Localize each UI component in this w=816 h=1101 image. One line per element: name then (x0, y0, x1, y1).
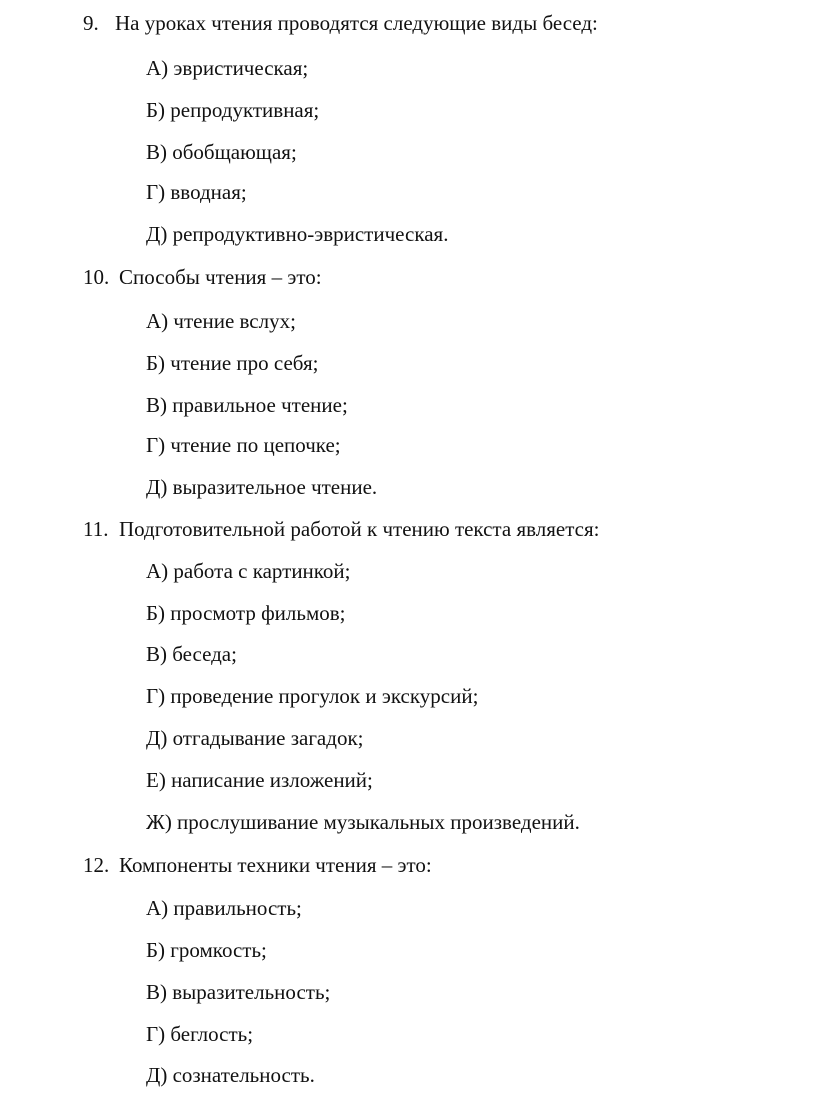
answer-option: В) беседа; (146, 642, 237, 666)
question-12 (83, 852, 432, 878)
answer-option: А) чтение вслух; (146, 309, 296, 333)
answer-option: Ж) прослушивание музыкальных произведений. (146, 810, 580, 834)
question-text: Компоненты техники чтения – это: (119, 853, 432, 877)
answer-option: Д) сознательность. (146, 1063, 315, 1087)
answer-option: Г) беглость; (146, 1022, 254, 1046)
answer-option: В) правильное чтение; (146, 393, 348, 417)
question-11 (83, 516, 599, 542)
question-text: На уроках чтения проводятся следующие виды бесед: (115, 11, 598, 35)
question-text: Подготовительной работой к чтению текста является: (119, 517, 600, 541)
answer-option: Б) репродуктивная; (146, 98, 320, 122)
answer-option: Б) чтение про себя; (146, 351, 319, 375)
answer-option: Б) громкость; (146, 938, 267, 962)
answer-option: В) выразительность; (146, 980, 331, 1004)
question-text: Способы чтения – это: (119, 265, 322, 289)
question-10 (83, 264, 322, 290)
answer-option: Е) написание изложений; (146, 768, 373, 792)
question-number: 9. (83, 11, 99, 35)
answer-option: Г) вводная; (146, 180, 247, 204)
answer-option: Г) чтение по цепочке; (146, 433, 341, 457)
answer-option: Б) просмотр фильмов; (146, 601, 346, 625)
question-number: 12. (83, 853, 110, 877)
answer-option: Д) выразительное чтение. (146, 475, 378, 499)
answer-option: А) эвристическая; (146, 56, 309, 80)
question-9 (83, 10, 598, 36)
question-number: 10. (83, 265, 110, 289)
answer-option: Д) репродуктивно-эвристическая. (146, 222, 449, 246)
answer-option: В) обобщающая; (146, 140, 297, 164)
question-number: 11. (83, 517, 109, 541)
answer-option: Г) проведение прогулок и экскурсий; (146, 684, 479, 708)
answer-option: Д) отгадывание загадок; (146, 726, 364, 750)
answer-option: А) правильность; (146, 896, 302, 920)
answer-option: А) работа с картинкой; (146, 559, 351, 583)
